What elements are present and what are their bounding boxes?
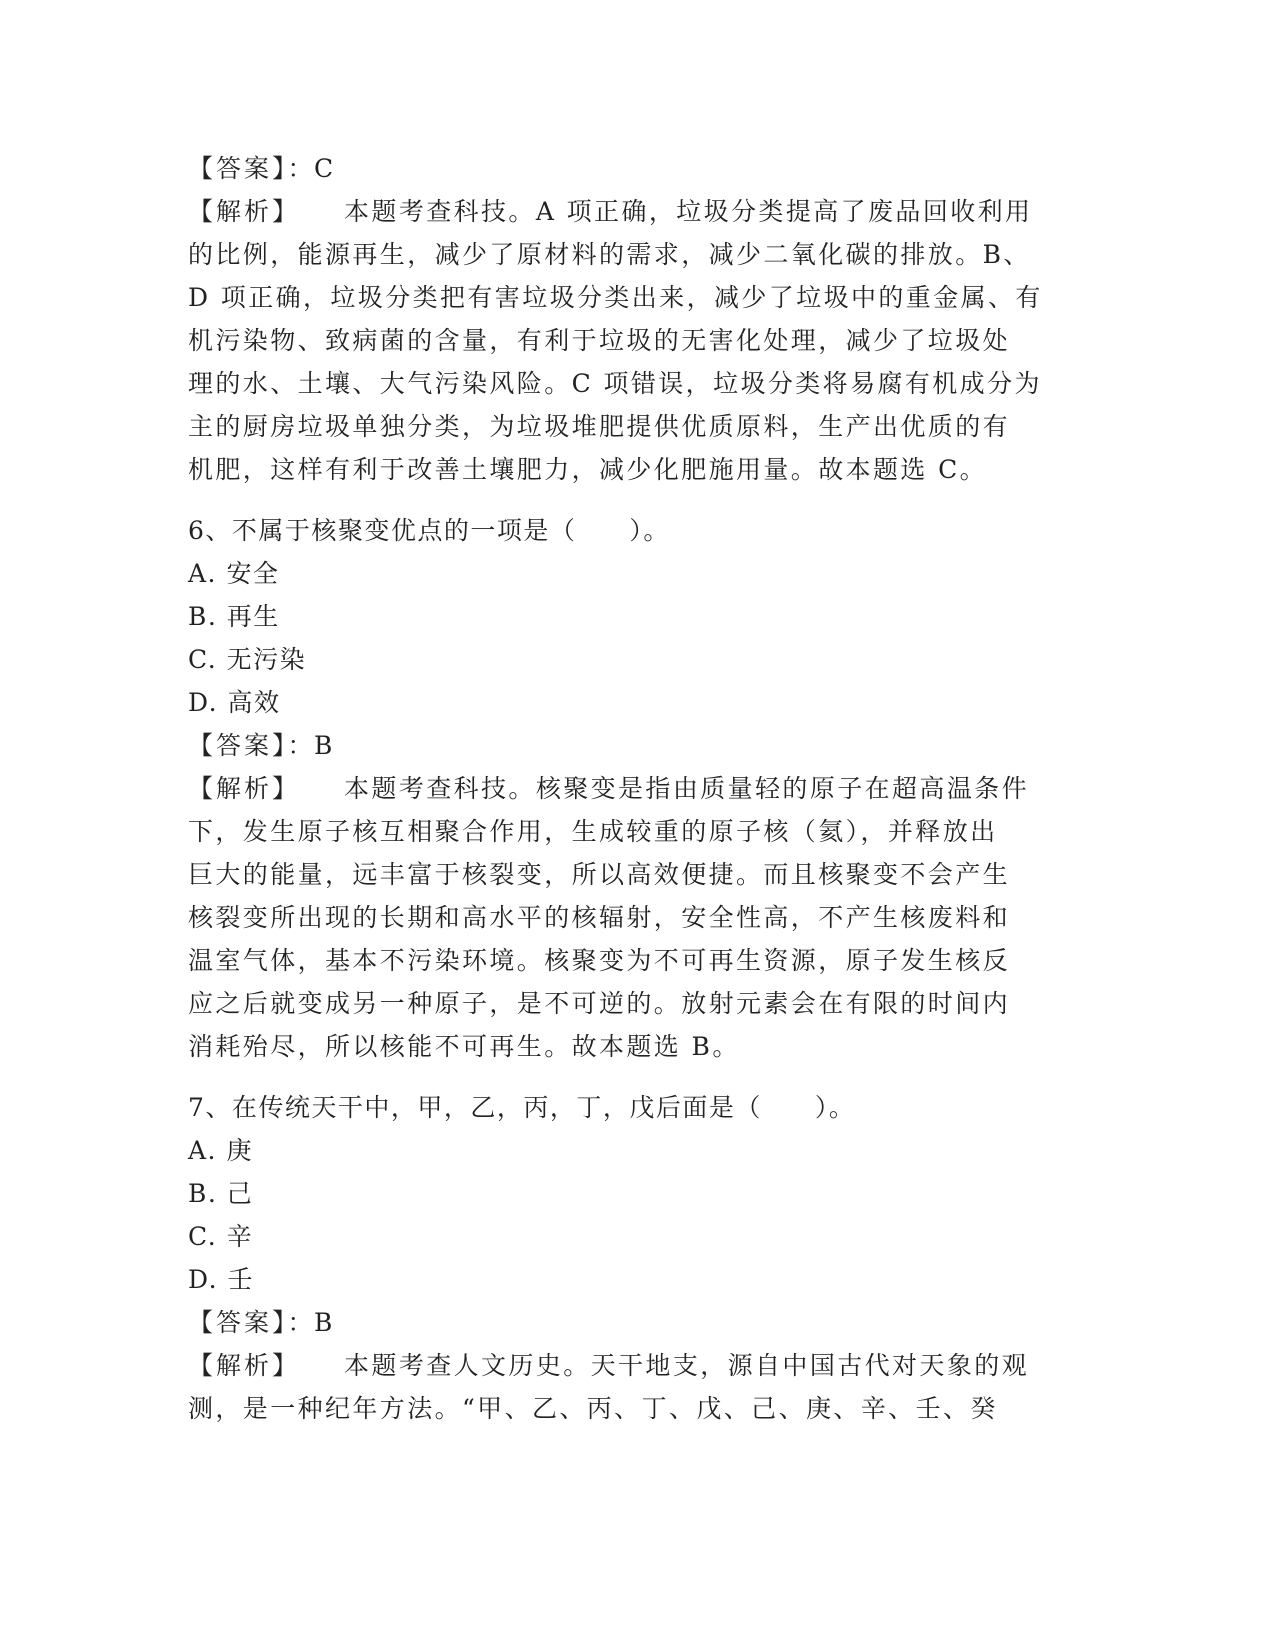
- q7-analysis-label: 【解析】: [188, 1351, 301, 1380]
- q5-analysis-line-6: 主的厨房垃圾单独分类，为垃圾堆肥提供优质原料，生产出优质的有: [188, 412, 1011, 441]
- q7-option-c: C. 辛: [188, 1222, 254, 1251]
- q5-analysis-line-1: [188, 190, 1088, 233]
- q5-answer-value: C: [314, 154, 335, 183]
- q5-analysis-line-3: D 项正确，垃圾分类把有害垃圾分类出来，减少了垃圾中的重金属、有: [188, 283, 1043, 312]
- q7-answer-label: 【答案】: [188, 1308, 288, 1337]
- q6-analysis-line-1: [188, 767, 1088, 810]
- q5-analysis-line-2: 的比例，能源再生，减少了原材料的需求，减少二氧化碳的排放。B、: [188, 240, 1031, 269]
- q6-analysis-line-2: 下，发生原子核互相聚合作用，生成较重的原子核（氦），并释放出: [188, 817, 998, 846]
- q7-question: 7、在传统天干中，甲，乙，丙，丁，戊后面是（ ）。: [188, 1093, 856, 1122]
- q6-answer-value: B: [314, 731, 334, 760]
- q6-answer-sep: ：: [287, 731, 315, 760]
- q5-analysis-label: 【解析】: [188, 197, 301, 226]
- q7-analysis-line-1: [188, 1344, 1088, 1387]
- q7-analysis-text-1: 本题考查人文历史。天干地支，源自中国古代对天象的观: [344, 1351, 1030, 1380]
- q5-answer-label: 【答案】: [188, 154, 288, 183]
- q6-question: 6、不属于核聚变优点的一项是（ ）。: [188, 516, 670, 545]
- q6-option-b: B. 再生: [188, 602, 280, 631]
- q5-analysis-line-5: 理的水、土壤、大气污染风险。C 项错误，垃圾分类将易腐有机成分为: [188, 369, 1042, 398]
- q5-answer: [188, 147, 1088, 190]
- q5-analysis-text-1: 本题考查科技。A 项正确，垃圾分类提高了废品回收利用: [344, 197, 1033, 226]
- page-content: [188, 147, 1088, 1430]
- q7-answer-value: B: [314, 1308, 334, 1337]
- q6-analysis-label: 【解析】: [188, 774, 301, 803]
- q6-analysis-line-5: 温室气体，基本不污染环境。核聚变为不可再生资源，原子发生核反: [188, 946, 1011, 975]
- q6-analysis-line-3: 巨大的能量，远丰富于核裂变，所以高效便捷。而且核聚变不会产生: [188, 860, 1011, 889]
- q7-option-b: B. 己: [188, 1179, 254, 1208]
- q6-analysis-line-6: 应之后就变成另一种原子，是不可逆的。放射元素会在有限的时间内: [188, 989, 1011, 1018]
- q6-option-c: C. 无污染: [188, 645, 307, 674]
- q7-option-a: A. 庚: [188, 1136, 253, 1165]
- q6-answer-label: 【答案】: [188, 731, 288, 760]
- q6-analysis-line-4: 核裂变所出现的长期和高水平的核辐射，安全性高，不产生核废料和: [188, 903, 1011, 932]
- q6-option-a: A. 安全: [188, 559, 280, 588]
- q6-analysis-text-1: 本题考查科技。核聚变是指由质量轻的原子在超高温条件: [344, 774, 1030, 803]
- q7-answer: [188, 1301, 1088, 1344]
- q5-analysis-line-7: 机肥，这样有利于改善土壤肥力，减少化肥施用量。故本题选 C。: [188, 455, 988, 484]
- q7-option-d: D. 壬: [188, 1265, 255, 1294]
- q6-answer: [188, 724, 1088, 767]
- q5-answer-sep: ：: [287, 154, 315, 183]
- q5-analysis-line-4: 机污染物、致病菌的含量，有利于垃圾的无害化处理，减少了垃圾处: [188, 326, 1011, 355]
- q7-analysis-line-2: 测，是一种纪年方法。“甲、乙、丙、丁、戊、己、庚、辛、壬、癸: [188, 1394, 998, 1423]
- q6-analysis-line-7: 消耗殆尽，所以核能不可再生。故本题选 B。: [188, 1032, 740, 1061]
- q7-answer-sep: ：: [287, 1308, 315, 1337]
- q6-option-d: D. 高效: [188, 688, 281, 717]
